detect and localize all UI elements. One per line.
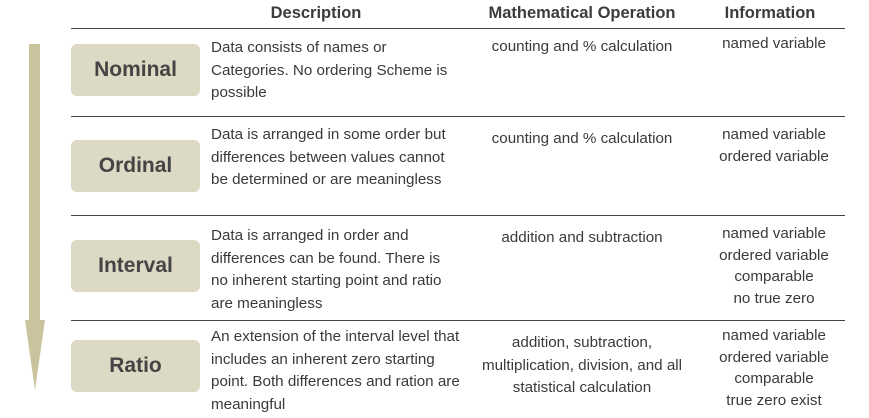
information-ordinal <box>700 124 848 167</box>
header-operation: Mathematical Operation <box>488 4 676 22</box>
information-nominal <box>700 33 848 55</box>
arrow-shaft <box>29 44 40 324</box>
info-item: no true zero <box>733 289 815 307</box>
description-ordinal: Data is arranged in some order but differences between values cannot be determined or are meaningless <box>211 126 446 188</box>
row-divider <box>71 215 845 216</box>
information-ratio <box>700 325 848 411</box>
level-box-nominal <box>71 44 200 96</box>
description-ratio: An extension of the interval level that includes an inherent zero starting point. Both differences and ration are meaningful <box>211 328 460 413</box>
info-item: ordered variable <box>719 147 829 165</box>
info-item: named variable <box>722 35 826 52</box>
header-description: Description <box>270 4 362 22</box>
level-label: Interval <box>98 254 173 277</box>
info-item: named variable <box>722 126 826 143</box>
row-divider <box>71 116 845 117</box>
arrow-head <box>25 320 45 390</box>
level-box-interval <box>71 240 200 292</box>
header-information: Information <box>724 4 816 22</box>
info-item: comparable <box>734 370 814 387</box>
level-box-ordinal <box>71 140 200 192</box>
info-item: ordered variable <box>719 246 829 264</box>
info-item: comparable <box>734 268 814 285</box>
header-rule <box>71 28 845 29</box>
information-interval <box>700 223 848 309</box>
info-item: named variable <box>722 327 826 344</box>
description-nominal: Data consists of names or Categories. No ordering Scheme is possible <box>211 39 448 101</box>
info-item: ordered variable <box>719 348 829 366</box>
operation-interval: addition and subtraction <box>501 229 663 246</box>
row-divider <box>71 320 845 321</box>
level-box-ratio <box>71 340 200 392</box>
operation-nominal: counting and % calculation <box>491 38 673 55</box>
operation-ratio: addition, subtraction, multiplication, division, and all statistical calculation <box>481 334 683 396</box>
operation-ordinal: counting and % calculation <box>491 130 673 147</box>
level-label: Nominal <box>94 58 177 81</box>
info-item: named variable <box>722 225 826 242</box>
info-item: true zero exist <box>726 391 822 409</box>
level-label: Ratio <box>109 354 162 377</box>
description-interval: Data is arranged in order and differences can be found. There is no inherent starting point and ratio are meaningless <box>211 227 442 312</box>
level-label: Ordinal <box>98 154 173 177</box>
